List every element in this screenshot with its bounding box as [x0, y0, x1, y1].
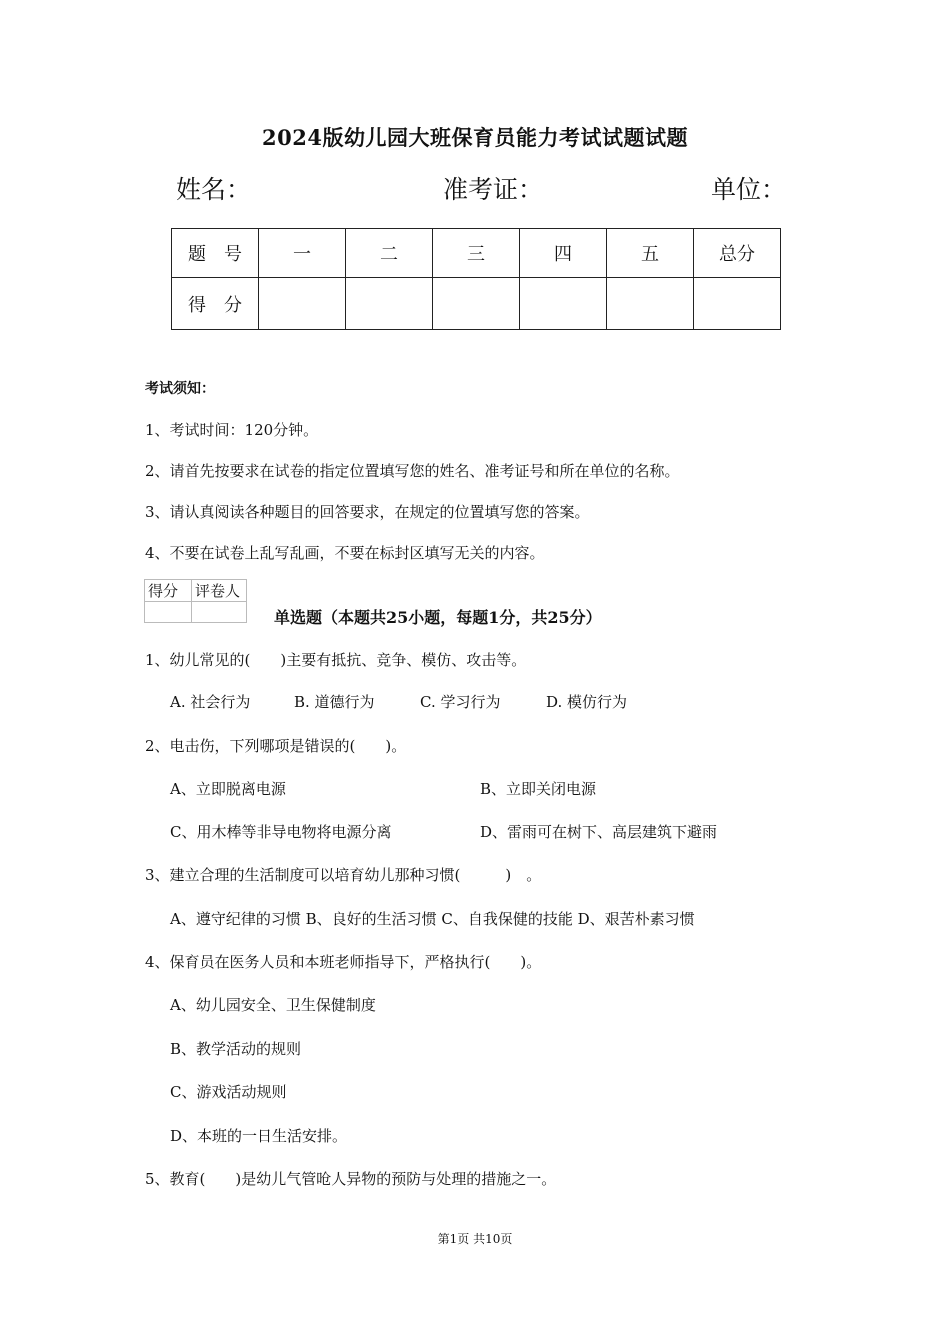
exam-id-field-label: 准考证：	[443, 175, 544, 204]
unit-field-label: 单位：	[711, 175, 787, 204]
question-option: A、幼儿园安全、卫生保健制度	[170, 996, 376, 1014]
score-entry-cell	[520, 278, 607, 330]
question-option: A. 社会行为	[170, 693, 251, 711]
score-entry-cell	[607, 278, 694, 330]
score-table-cell: 五	[607, 229, 694, 278]
question-option: B. 道德行为	[294, 693, 375, 711]
score-table-cell: 一	[259, 229, 346, 278]
question-stem: 4、保育员在医务人员和本班老师指导下，严格执行( )。	[145, 953, 542, 971]
score-table-cell: 总分	[694, 229, 781, 278]
question-option: D、本班的一日生活安排。	[170, 1127, 348, 1145]
score-table-score-row	[172, 278, 781, 330]
score-entry-cell	[346, 278, 433, 330]
notice-item: 3、请认真阅读各种题目的回答要求，在规定的位置填写您的答案。	[145, 503, 590, 521]
grader-score-cell	[145, 602, 192, 623]
score-table-label-cell: 得 分	[172, 278, 259, 330]
grader-score-label: 得分	[145, 580, 192, 602]
question-option: C. 学习行为	[420, 693, 501, 711]
name-field-label: 姓名：	[176, 175, 252, 204]
question-stem: 5、教育( )是幼儿气管呛人异物的预防与处理的措施之一。	[145, 1170, 557, 1188]
score-table-header-row	[172, 229, 781, 278]
question-stem: 3、建立合理的生活制度可以培育幼儿那种习惯( ) 。	[145, 866, 542, 884]
page-footer: 第1页 共10页	[437, 1232, 513, 1246]
score-entry-cell	[694, 278, 781, 330]
grader-name-label: 评卷人	[192, 580, 247, 602]
question-option: B、教学活动的规则	[170, 1040, 302, 1058]
question-stem: 2、电击伤，下列哪项是错误的( )。	[145, 737, 407, 755]
question-option: C、用木棒等非导电物将电源分离	[170, 823, 392, 841]
grader-name-cell	[192, 602, 247, 623]
grader-box	[144, 579, 247, 623]
question-option: D. 模仿行为	[546, 693, 628, 711]
notice-title: 考试须知：	[145, 381, 215, 397]
question-option: C、游戏活动规则	[170, 1083, 287, 1101]
question-option: A、遵守纪律的习惯 B、良好的生活习惯 C、自我保健的技能 D、艰苦朴素习惯	[170, 910, 695, 928]
notice-item: 2、请首先按要求在试卷的指定位置填写您的姓名、准考证号和所在单位的名称。	[145, 462, 680, 480]
score-entry-cell	[433, 278, 520, 330]
question-option: D、雷雨可在树下、高层建筑下避雨	[480, 823, 718, 841]
score-table	[171, 228, 781, 330]
question-stem: 1、幼儿常见的( )主要有抵抗、竞争、模仿、攻击等。	[145, 651, 527, 669]
score-table-label-cell: 题 号	[172, 229, 259, 278]
score-table-cell: 四	[520, 229, 607, 278]
page-title: 2024版幼儿园大班保育员能力考试试题试题	[262, 125, 688, 150]
score-table-cell: 二	[346, 229, 433, 278]
score-table-cell: 三	[433, 229, 520, 278]
section-title: 单选题（本题共25小题，每题1分，共25分）	[274, 608, 602, 627]
question-option: B、立即关闭电源	[480, 780, 597, 798]
score-entry-cell	[259, 278, 346, 330]
question-option: A、立即脱离电源	[170, 780, 286, 798]
notice-item: 1、考试时间：120分钟。	[145, 421, 319, 439]
notice-item: 4、不要在试卷上乱写乱画，不要在标封区填写无关的内容。	[145, 544, 545, 562]
